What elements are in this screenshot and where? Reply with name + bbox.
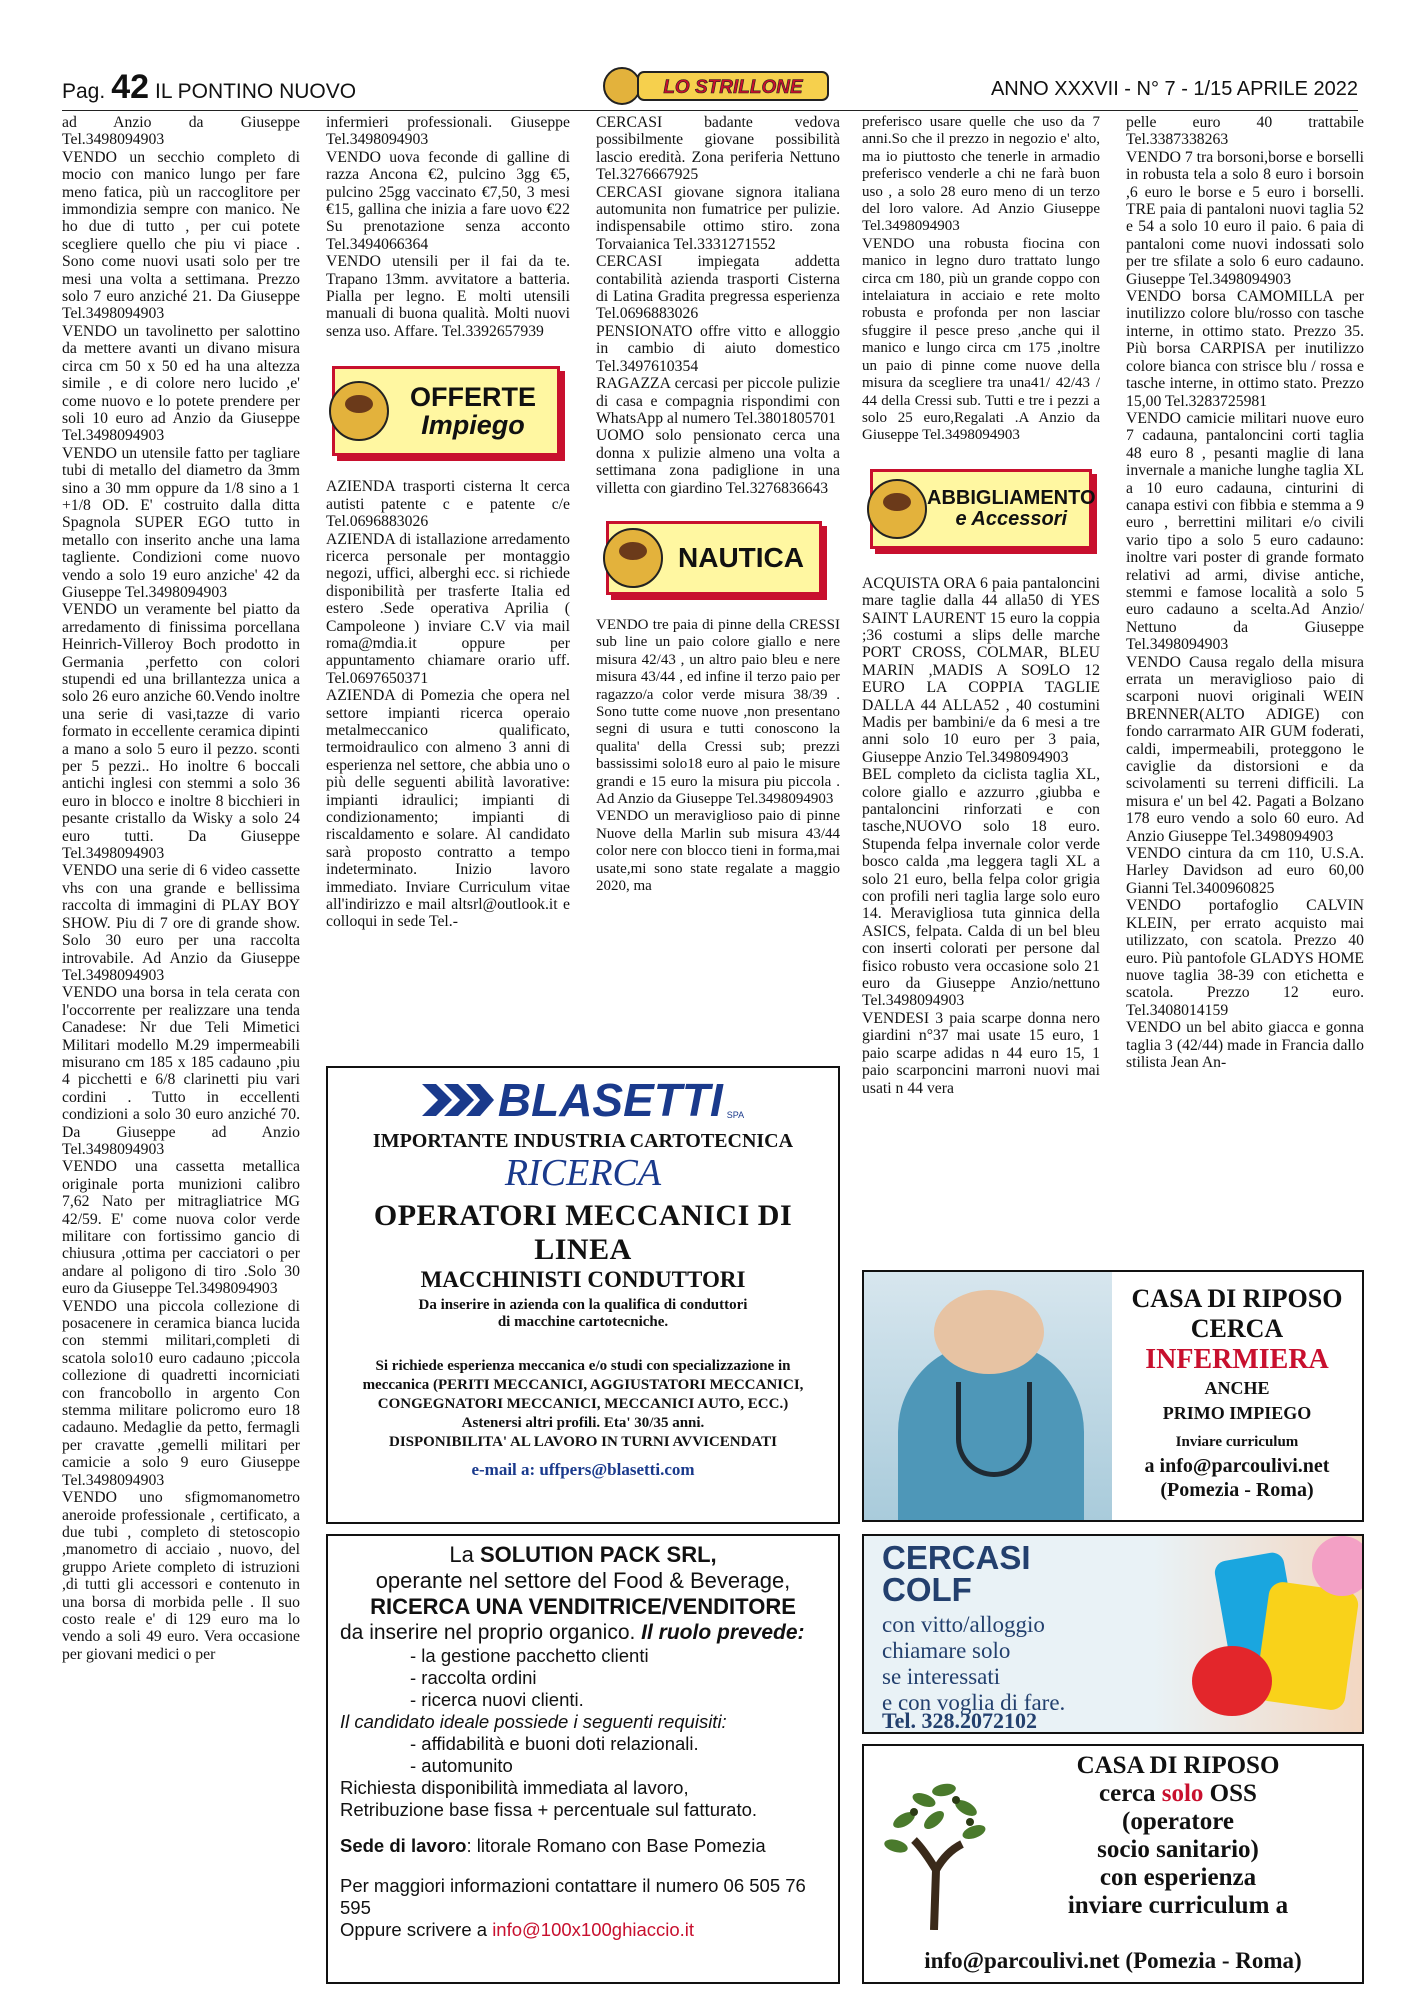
blasetti-line: RICERCA	[504, 1152, 662, 1194]
blasetti-logo	[328, 1074, 838, 1126]
nurse-face-shape	[934, 1290, 1044, 1374]
solution-title: La SOLUTION PACK SRL,	[449, 1542, 717, 1567]
solution-req: - affidabilità e buoni doti relazionali.	[410, 1733, 699, 1754]
column-1	[62, 114, 300, 1994]
solution-line: da inserire nel proprio organico. Il ruolo prevede:	[340, 1621, 805, 1644]
classified-ad: VENDO cintura da cm 110, U.S.A. Harley Davidson ad euro 60,00 Gianni Tel.3400960825	[1126, 845, 1364, 897]
blasetti-line: DISPONIBILITA' AL LAVORO IN TURNI AVVICENDATI	[388, 1434, 777, 1450]
classified-ad: CERCASI giovane signora italiana automunita non fumatrice per pulizie. indispensabile ottimo stiro. zona Torvaianica Tel.3331271552	[596, 183, 840, 253]
classified-ad: VENDO Causa regalo della misura errata un meraviglioso paio di scarponi nuovi originali WEIN BRENNER(ALTO ADIGE) con fondo carrarmato AIR GUM foderati, caldi, impermeabili, proteggono le caviglie da distorsioni e da scivolamenti su terreni difficili. La misura e' un bel 42. Pagati a Bolzano 178 euro vendo a solo 60 euro. Ad Anzio Giuseppe Tel.3498094903	[1126, 653, 1364, 845]
colf-title: CERCASI COLF	[882, 1539, 1031, 1608]
column-2	[326, 114, 570, 931]
blasetti-line: IMPORTANTE INDUSTRIA CARTOTECNICA	[372, 1130, 794, 1152]
header-rule	[62, 110, 1358, 111]
solution-line: Per maggiori informazioni contattare il numero 06 505 76 595	[340, 1875, 806, 1918]
classified-ad: AZIENDA di Pomezia che opera nel settore impianti ricerca operaio metalmeccanico qualificato, termoidraulico con almeno 3 anni di esperienza nel settore, che abbia uno o più delle seguenti abilità lavorative: impianti idraulici; impianti di condizionamento; impianti di riscaldamento e solare. Al candidato sarà proposto contratto a tempo indeterminato. Inizio lavoro immediato. Inviare Curriculum vitae all'indirizzo e mail altsrl@outlook.it e colloqui in sede Tel.-	[326, 687, 570, 931]
nurse-ad-text: CASA DI RIPOSO CERCA INFERMIERA ANCHE PRIMO IMPIEGO Inviare curriculum a info@parcoulivi.net (Pomezia - Roma)	[1131, 1284, 1343, 1501]
banner-title: NAUTICA	[678, 542, 804, 574]
classified-ad: VENDO un bel abito giacca e gonna taglia 3 (42/44) made in Francia dallo stilista Jean An-	[1126, 1019, 1364, 1071]
colf-job-ad	[862, 1534, 1364, 1734]
classified-ad: VENDO un veramente bel piatto da arredamento di finissima porcellana Heinrich-Villeroy Boch prodotto in Germania ,perfetto con colori stupendi ed una brillantezza unica a solo 26 euro anziche 60.Vendo inoltre una serie di vasi,tazze di vario formato in eccellente ceramica dipinti a mano a solo 5 euro il pezzo. sconti per 5 pezzi.. Ho inoltre 6 boccali antichi inglesi con stemmi a solo 36 euro in blocco e inoltre 8 bicchieri in pesante cristallo da Wisky a solo 24 euro tutti. Da Giuseppe Tel.3498094903	[62, 601, 300, 863]
solution-duty: - raccolta ordini	[410, 1667, 537, 1688]
cleaning-supplies-photo	[1182, 1536, 1362, 1732]
solution-line: RICERCA UNA VENDITRICE/VENDITORE	[370, 1594, 796, 1619]
classified-ad: PENSIONATO offre vitto e alloggio in cambio di aiuto domestico Tel.3497610354	[596, 322, 840, 375]
blasetti-line: OPERATORI MECCANICI DI LINEA	[373, 1199, 793, 1266]
classified-ad: BEL completo da ciclista taglia XL, colore giallo e azzurro ,giubba e pantaloncini rinforzati e con tasche,NUOVO solo 18 euro. Stupenda felpa invernale color verde bosco calda ,ma leggera tagli XL a solo 21 euro, bella felpa color grigia con profili neri taglia large solo euro 14. Meravigliosa tuta ginnica della ASICS, felpata. Calda di un bel bleu con inserti colorati per persone dal fisico robusto vera occasione solo 21 euro da Giuseppe Anzio/nettuno Tel.3498094903	[862, 766, 1100, 1010]
classified-ad: VENDO un secchio completo di mocio con manico lungo per fare meno fatica, più un raccoglitore per immondizia sempre con manico. Ne ho due di tutto , per cui potete scegliere quello che piu vi piace . Sono come nuovi usati solo per tre mesi una volta a settimana. Prezzo solo 7 euro anziché 21. Da Giuseppe Tel.3498094903	[62, 148, 300, 323]
classified-ad: VENDO una borsa in tela cerata con l'occorrente per realizzare una tenda Canadese: Nr due Teli Mimetici Militari modello M.29 impermeabili misurano cm 185 x 185 cadauno ,piu 4 picchetti e 6/8 clarinetti piu vari cordini . Tutto in eccellenti condizioni a solo 30 euro anziché 70. Da Giuseppe ad Anzio Tel.3498094903	[62, 984, 300, 1158]
classified-ad: infermieri professionali. Giuseppe Tel.3498094903	[326, 114, 570, 149]
solution-duty: - la gestione pacchetto clienti	[410, 1645, 649, 1666]
section-banner-abbigliamento	[870, 469, 1096, 549]
banner-title: ABBIGLIAMENTO e Accessori	[927, 486, 1096, 530]
column-5	[1126, 114, 1364, 1071]
colf-phone: Tel. 328.2072102	[882, 1708, 1038, 1733]
mascot-icon	[329, 381, 389, 441]
column-4	[862, 114, 1100, 1097]
cloth-shape	[1192, 1646, 1272, 1716]
mascot-icon	[867, 479, 927, 539]
blasetti-line: Da inserire in azienda con la qualifica di conduttori	[418, 1297, 748, 1313]
classified-ad: VENDO uova feconde di galline di razza Ancona €2, pulcino 3gg €5, pulcino 25gg vaccinato €7,50, 3 mesi €15, gallina che inizia a fare uovo €22 Su prenotazione senza acconto Tel.3494066364	[326, 148, 570, 253]
olive-tree-icon	[874, 1760, 1004, 1930]
solution-contact: Oppure scrivere a info@100x100ghiaccio.it	[340, 1919, 695, 1940]
blasetti-brand-suffix: SPA	[726, 1110, 745, 1120]
classified-ad: VENDO 7 tra borsoni,borse e borselli in robusta tela a solo 8 euro i borsoin ,6 euro le borse e 5 euro i borselli. TRE paia di pantaloni nuovi taglia 52 e 54 a solo 10 euro il paio. 6 paia di pantaloni come nuovi indossati solo per tre sfilate a solo 6 euro cadauno. Giuseppe Tel.3498094903	[1126, 148, 1364, 288]
classified-ad: ad Anzio da Giuseppe Tel.3498094903	[62, 114, 300, 149]
classified-ad: VENDO borsa CAMOMILLA per inutilizzo colore blu/rosso con tasche interne, in ottimo stato. Prezzo 35. Più borsa CARPISA per inutilizzo colore bianca con strisce blu / rossa e tasche interne, in ottimo stato. Prezzo 15,00 Tel.3283725981	[1126, 288, 1364, 410]
stethoscope-icon	[956, 1382, 1032, 1477]
classified-ad: preferisco usare quelle che uso da 7 anni.So che il prezzo in negozio e' alto, ma io piuttosto che tenerle in armadio preferisco venderle a chi ne farà buon uso , a solo 28 euro meno di un terzo del loro valore. Ad Anzio Giuseppe Tel.3498094903	[862, 114, 1100, 235]
issue-info: ANNO XXXVII - N° 7 - 1/15 APRILE 2022	[990, 78, 1358, 100]
newspaper-name: IL PONTINO NUOVO	[155, 80, 357, 103]
classified-ad: VENDO camicie militari nuove euro 7 cadauna, pantaloncini corti taglia 48 euro 8 , pesanti maglie di lana invernale a maniche lunghe taglia XL a 10 euro cadauna, cinturini di canapa estivi con fibbia e stemma a 9 euro , berrettini militari e/o civili vario tipo a solo 5 euro cadauno: inoltre vari poster di grande formato relativi ad armi, divise antiche, stemmi e famose località a solo 5 euro cadauno a scelta.Ad Anzio/ Nettuno da Giuseppe Tel.3498094903	[1126, 409, 1364, 654]
blasetti-line: Astenersi altri profili. Eta' 30/35 anni.	[461, 1415, 705, 1431]
blasetti-email: e-mail a: uffpers@blasetti.com	[471, 1460, 695, 1479]
oss-contact: info@parcoulivi.net (Pomezia - Roma)	[924, 1948, 1302, 1973]
classified-ad: RAGAZZA cercasi per piccole pulizie di casa e compagnia rispondimi con WhatsApp al numero Tel.3801805701	[596, 375, 840, 427]
classified-ad: VENDO una serie di 6 video cassette vhs con una grande e bellissima raccolta di immagini di PLAY BOY SHOW. Piu di 7 ore di grande show. Solo 30 euro per una raccolta introvabile. Ad Anzio da Giuseppe Tel.3498094903	[62, 862, 300, 984]
classified-ad: VENDO una cassetta metallica originale porta munizioni calibro 7,62 Nato per mitragliatrice MG 42/59. E' come nuova color verde militare con fortissimo gancio di chiusura ,ottima per cacciatori o per andare al poligono di tiro .Solo 30 euro da Giuseppe Tel.3498094903	[62, 1158, 300, 1298]
classified-ad: VENDO un meraviglioso paio di pinne Nuove della Marlin sub misura 43/44 color nere con blocco tieni in forma,mai usate,mi sono state regalate a maggio 2020, ma	[596, 808, 840, 895]
sponge-shape	[1312, 1536, 1364, 1596]
classified-ad: VENDO una piccola collezione di posacenere in ceramica bianca lucida con stemmi militari,completi di scatola solo10 euro cadauno ;piccola collezione di quadretti incorniciati con francobollo in argento Con stemma militare policromo euro 18 cadauno. Medaglie da petto, fermagli per cravatte ,gemelli militari per camicie a solo 9 euro Giuseppe Tel.3498094903	[62, 1297, 300, 1489]
classified-ad: CERCASI badante vedova possibilmente giovane possibilità lascio eredità. Zona periferia Nettuno Tel.3276667925	[596, 114, 840, 184]
solution-req: - automunito	[410, 1755, 513, 1776]
classified-ad: pelle euro 40 trattabile Tel.3387338263	[1126, 114, 1364, 149]
column-3	[596, 114, 840, 895]
classified-ad: ACQUISTA ORA 6 paia pantaloncini mare taglie dalla 44 alla50 di YES SAINT LAURENT 15 euro la coppia ;36 costumi a slips delle marche PORT CROSS, COLMAR, BLEU MARIN ,MADIS A SO9LO 12 EURO LA COPPIA TAGLIE DALLA 44 ALLA52 , 40 costumini Madis per bambini/e da 6 mesi a tre anni solo 10 euro per 3 paia, Giuseppe Anzio Tel.3498094903	[862, 574, 1100, 766]
classified-ad: VENDO un utensile fatto per tagliare tubi di metallo del diametro da 3mm sino a 30 mm oppure da 1/8 sino a 1 +1/8 OD. E' costruito dalla ditta Spagnola SUPER EGO tutto in metallo con inserito anche una lama tagliente. Condizioni come nuovo vendo a solo 19 euro anziche' 42 da Giuseppe Tel.3498094903	[62, 444, 300, 601]
classified-ad: VENDO una robusta fiocina con manico in legno duro trattato lungo circa cm 180, più un grande coppo con intelaiatura in acciaio e rete molto robusta e profonda per non lasciar sfuggire il pesce preso ,anche qui il manico e lungo circa cm 175 ,inoltre un paio di pinne come nuove della misura da scegliere tra una41/ 42/43 / 44 della Cressi sub. Tutti e tre i pezzi a solo 25 euro,Regalati .A Anzio da Giuseppe Tel.3498094903	[862, 235, 1100, 444]
blasetti-arrows-icon	[422, 1080, 494, 1120]
classified-ad: AZIENDA trasporti cisterna lt cerca autisti patente c e patente c/e Tel.0696883026	[326, 478, 570, 531]
classified-ad: CERCASI impiegata addetta contabilità azienda trasporti Cisterna di Latina Gradita pregressa esperienza Tel.0696883026	[596, 253, 840, 323]
page-header-left	[62, 68, 356, 107]
classified-ad: VENDO portafoglio CALVIN KLEIN, per errato acquisto mai utilizzato, con scatola. Prezzo 40 euro. Più pantofole GLADYS HOME nuove taglia 38-39 con etichetta e scatola. Prezzo 12 euro. Tel.3408014159	[1126, 897, 1364, 1019]
lo-strillone-logo	[600, 64, 832, 108]
solution-location: Sede di lavoro: litorale Romano con Base Pomezia	[340, 1835, 766, 1856]
blasetti-line: di macchine cartotecniche.	[497, 1314, 669, 1330]
solution-line: Richiesta disponibilità immediata al lavoro,	[340, 1777, 689, 1798]
classified-ad: AZIENDA di istallazione arredamento ricerca personale per montaggio negozi, uffici, alberghi ecc. si richiede disponibilità per trasferte Italia ed estero .Sede operativa Aprilia ( Campoleone ) inviare C.V via mail roma@mdia.it oppure per appuntamento chiamare orario uff. Tel.0697650371	[326, 530, 570, 687]
section-banner-offerte-impiego	[332, 366, 560, 456]
classified-ad: UOMO solo pensionato cerca una donna x pulizie almeno una volta a settimana zona padiglione in una villetta con giardino Tel.3276836643	[596, 427, 840, 497]
mascot-icon	[603, 528, 663, 588]
oss-ad-text: CASA DI RIPOSO cerca solo OSS (operatore socio sanitario) con esperienza inviare curriculum a	[1067, 1752, 1289, 1919]
page-label: Pag.	[62, 80, 106, 103]
solution-duty: - ricerca nuovi clienti.	[410, 1689, 584, 1710]
blasetti-brand: BLASETTI	[497, 1074, 723, 1126]
solution-pack-job-ad	[326, 1534, 840, 1984]
classified-ad: VENDO tre paia di pinne della CRESSI sub line un paio colore giallo e nere misura 42/43 , un altro paio bleu e nere misura 43/44 , ed infine il terzo paio per ragazzo/a color verde misura 38/39 . Sono tutte come nuove ,non presentano segni di usura e tutti conoscono la qualita' della Cressi sub; prezzi bassissimi solo18 euro al paio le misure grandi e 15 euro la misura piu piccola . Ad Anzio da Giuseppe Tel.3498094903	[596, 616, 840, 807]
solution-line: Il candidato ideale possiede i seguenti requisiti:	[340, 1711, 727, 1732]
classified-ad: VENDO uno sfigmomanometro aneroide professionale , certificato, a due tubi , completo di stetoscopio ,manometro di acciaio , nuovo, del gruppo Ariete completo di istruzioni ,di tutti gli accessori e contenuto in una borsa di morbida pelle . Il suo costo reale e' di 129 euro ma lo vendo a soli 49 euro. Vera occasione per giovani medici o per	[62, 1489, 300, 1663]
nurse-job-ad	[862, 1270, 1364, 1522]
colf-body: con vitto/alloggio chiamare solo se interessati e con voglia di fare.	[882, 1612, 1066, 1715]
blasetti-line: MACCHINISTI CONDUTTORI	[420, 1267, 746, 1292]
solution-line: operante nel settore del Food & Beverage,	[375, 1568, 791, 1593]
classified-ad: VENDO utensili per il fai da te. Trapano 13mm. avvitatore a batteria. Pialla per legno. E molti utensili manuali di buona qualità. Molti nuovi senza uso. Affare. Tel.3392657939	[326, 253, 570, 340]
page-number: 42	[111, 68, 150, 106]
blasetti-line: Si richiede esperienza meccanica e/o studi con specializzazione in meccanica (PERITI MECCANICI, AGGIUSTATORI MECCANICI, CONGEGNATORI MECCANICI, MECCANICI AUTO, ECC.)	[362, 1358, 804, 1412]
section-banner-nautica	[606, 521, 822, 595]
classified-ad: VENDESI 3 paia scarpe donna nero giardini n°37 mai usate 15 euro, 1 paio scarpe adidas n 44 euro 15, 1 paio scarponcini marroni nuovi mai usati n 44 vera	[862, 1009, 1100, 1097]
solution-line: Retribuzione base fissa + percentuale sul fatturato.	[340, 1799, 758, 1820]
banner-title: OFFERTE Impiego	[410, 381, 536, 441]
nurse-photo	[864, 1272, 1112, 1520]
oss-job-ad	[862, 1744, 1364, 1984]
logo-text: LO STRILLONE	[663, 77, 803, 98]
blasetti-job-ad	[326, 1066, 840, 1524]
classified-ad: VENDO un tavolinetto per salottino da mettere avanti un divano misura circa cm 50 x 50 ed ha una altezza simile , e di colore nero lucido ,e' come nuovo e lo potete prendere per soli 10 euro ad Anzio da Giuseppe Tel.3498094903	[62, 322, 300, 445]
